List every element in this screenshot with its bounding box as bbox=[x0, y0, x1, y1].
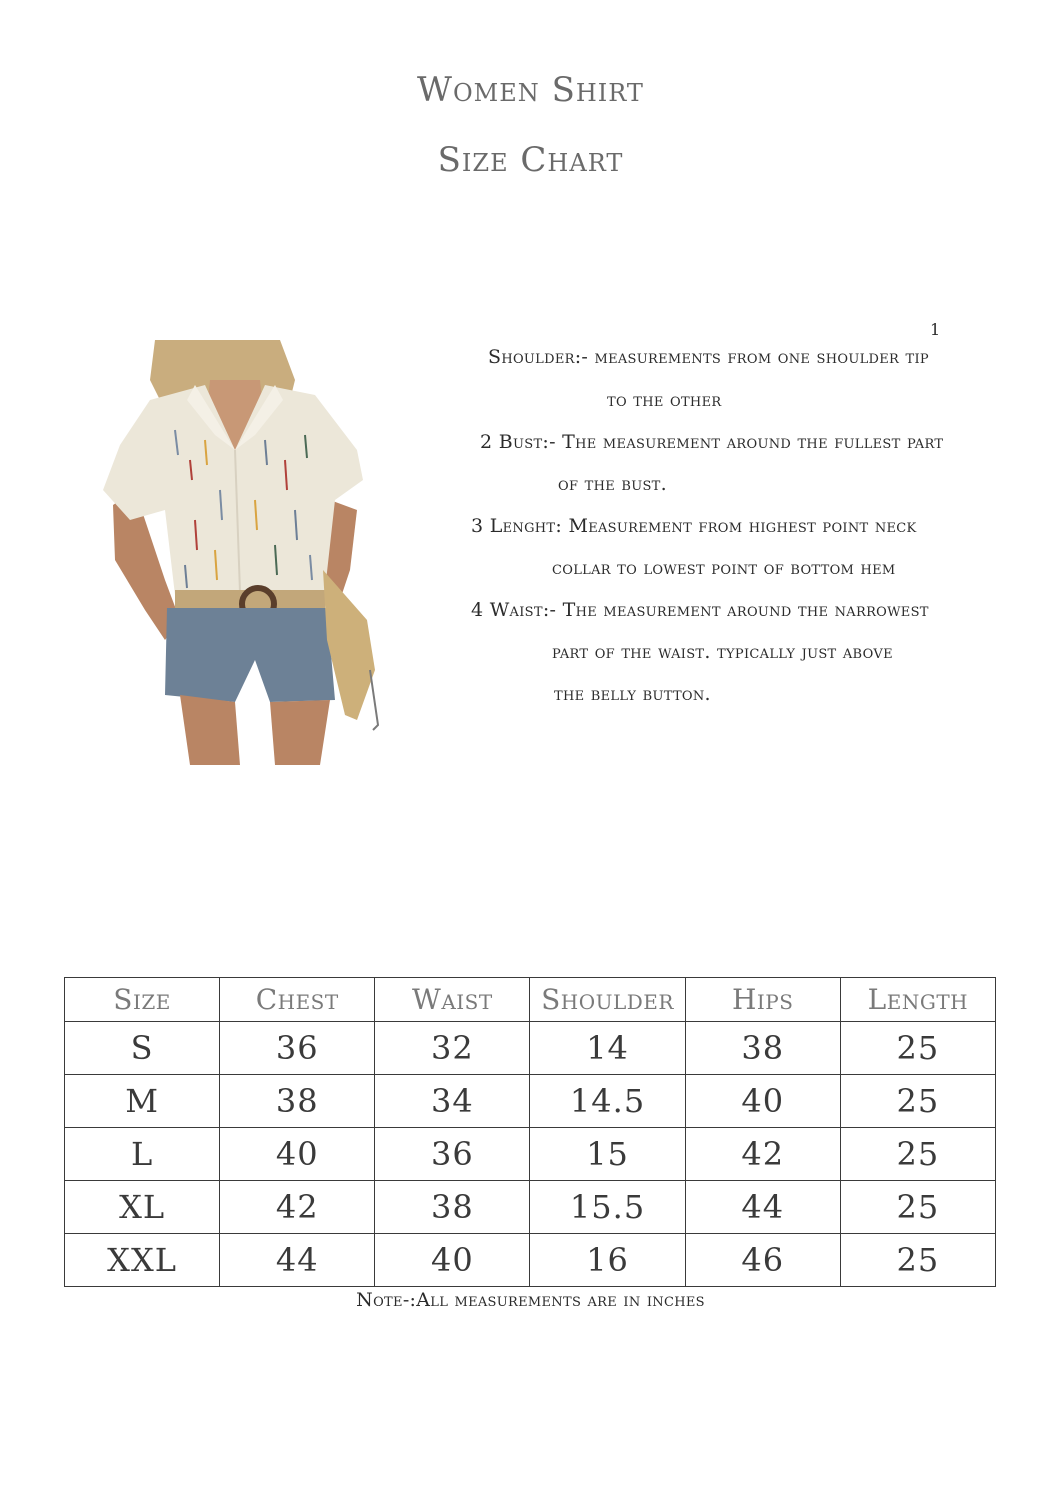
bust-description: 2 Bust:- The measurement around the fullest part bbox=[480, 431, 944, 453]
bust-description-cont: of the bust. bbox=[558, 473, 667, 495]
table-cell: 36 bbox=[375, 1128, 530, 1181]
column-header-hips: Hips bbox=[685, 978, 840, 1022]
annotation-marker-1: 1 bbox=[930, 320, 941, 339]
table-cell: 46 bbox=[685, 1234, 840, 1287]
waist-description: 4 Waist:- The measurement around the narrowest bbox=[471, 599, 929, 621]
table-row bbox=[65, 1128, 996, 1181]
table-cell: 38 bbox=[375, 1181, 530, 1234]
length-description: 3 Lenght: Measurement from highest point neck bbox=[471, 515, 917, 537]
waist-description-cont: part of the waist. typically just above bbox=[552, 641, 893, 663]
table-cell: 36 bbox=[220, 1022, 375, 1075]
shoulder-description: Shoulder:- measurements from one shoulder tip bbox=[488, 346, 929, 368]
table-cell: 32 bbox=[375, 1022, 530, 1075]
size-chart-table bbox=[64, 977, 996, 1287]
table-cell: 44 bbox=[685, 1181, 840, 1234]
table-cell: 25 bbox=[840, 1128, 995, 1181]
shoulder-description-cont: to the other bbox=[607, 389, 722, 411]
table-cell: 25 bbox=[840, 1075, 995, 1128]
table-cell: 25 bbox=[840, 1181, 995, 1234]
table-cell: 14 bbox=[530, 1022, 685, 1075]
table-cell: 42 bbox=[685, 1128, 840, 1181]
table-cell: M bbox=[65, 1075, 220, 1128]
length-description-cont: collar to lowest point of bottom hem bbox=[552, 557, 896, 579]
table-cell: XXL bbox=[65, 1234, 220, 1287]
waist-description-end: the belly button. bbox=[554, 683, 711, 705]
column-header-chest: Chest bbox=[220, 978, 375, 1022]
table-cell: 15 bbox=[530, 1128, 685, 1181]
table-cell: 16 bbox=[530, 1234, 685, 1287]
table-cell: 34 bbox=[375, 1075, 530, 1128]
table-cell: 25 bbox=[840, 1234, 995, 1287]
table-cell: XL bbox=[65, 1181, 220, 1234]
column-header-waist: Waist bbox=[375, 978, 530, 1022]
table-cell: 15.5 bbox=[530, 1181, 685, 1234]
table-cell: 38 bbox=[685, 1022, 840, 1075]
table-cell: 42 bbox=[220, 1181, 375, 1234]
table-cell: L bbox=[65, 1128, 220, 1181]
table-cell: 40 bbox=[220, 1128, 375, 1181]
table-row bbox=[65, 1075, 996, 1128]
measurement-note: Note-:All measurements are in inches bbox=[356, 1289, 705, 1311]
table-header-row bbox=[65, 978, 996, 1022]
page-title: Women Shirt bbox=[417, 70, 644, 110]
table-cell: 25 bbox=[840, 1022, 995, 1075]
table-cell: S bbox=[65, 1022, 220, 1075]
page-subtitle: Size Chart bbox=[437, 140, 624, 180]
table-cell: 44 bbox=[220, 1234, 375, 1287]
table-cell: 40 bbox=[685, 1075, 840, 1128]
column-header-size: Size bbox=[65, 978, 220, 1022]
column-header-shoulder: Shoulder bbox=[530, 978, 685, 1022]
table-cell: 38 bbox=[220, 1075, 375, 1128]
table-cell: 14.5 bbox=[530, 1075, 685, 1128]
table-row bbox=[65, 1022, 996, 1075]
table-row bbox=[65, 1234, 996, 1287]
table-row bbox=[65, 1181, 996, 1234]
table-cell: 40 bbox=[375, 1234, 530, 1287]
column-header-length: Length bbox=[840, 978, 995, 1022]
model-photo bbox=[95, 340, 395, 765]
